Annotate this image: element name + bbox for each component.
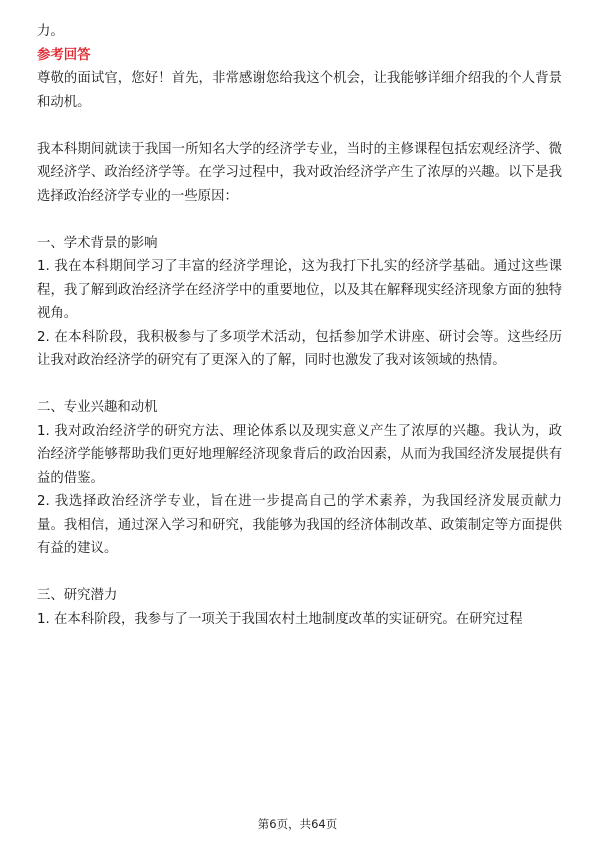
section-item: 1. 在本科阶段，我参与了一项关于我国农村土地制度改革的实证研究。在研究过程 xyxy=(37,611,523,627)
page-content xyxy=(37,20,562,631)
section-item: 1. 我对政治经济学的研究方法、理论体系以及现实意义产生了浓厚的兴趣。我认为，政治经济学能够帮助我们更好地理解经济现象背后的政治因素，从而为我国经济发展提供有益的借鉴。 xyxy=(37,423,562,486)
intro-tail-text: 力。 xyxy=(37,24,64,39)
section-heading-academic: 一、学术背景的影响 xyxy=(37,235,158,251)
intro-paragraph: 我本科期间就读于我国一所知名大学的经济学专业，当时的主修课程包括宏观经济学、微观经济学、政治经济学等。在学习过程中，我对政治经济学产生了浓厚的兴趣。以下是我选择政治经济学专业的一些原因： xyxy=(37,141,562,204)
page-number-footer: 第6页，共64页 xyxy=(257,817,338,831)
paragraph-gap xyxy=(37,373,562,397)
paragraph-gap xyxy=(37,208,562,232)
section-item: 2. 在本科阶段，我积极参与了多项学术活动，包括参加学术讲座、研讨会等。这些经历让我对政治经济学的研究有了更深入的了解，同时也激发了我对该领域的热情。 xyxy=(37,329,562,368)
paragraph-gap xyxy=(37,561,562,585)
section-item: 2. 我选择政治经济学专业，旨在进一步提高自己的学术素养，为我国经济发展贡献力量。我相信，通过深入学习和研究，我能够为我国的经济体制改革、政策制定等方面提供有益的建议。 xyxy=(37,494,562,556)
answer-label: 参考回答 xyxy=(37,47,91,63)
paragraph-gap xyxy=(37,114,562,138)
section-heading-interest: 二、专业兴趣和动机 xyxy=(37,400,158,415)
greeting-paragraph: 尊敬的面试官，您好！首先，非常感谢您给我这个机会，让我能够详细介绍我的个人背景和动机。 xyxy=(37,71,562,110)
section-heading-research: 三、研究潜力 xyxy=(37,588,118,603)
section-item: 1. 我在本科期间学习了丰富的经济学理论，这为我打下扎实的经济学基础。通过这些课程，我了解到政治经济学在经济学中的重要地位，以及其在解释现实经济现象方面的独特视角。 xyxy=(37,259,562,321)
